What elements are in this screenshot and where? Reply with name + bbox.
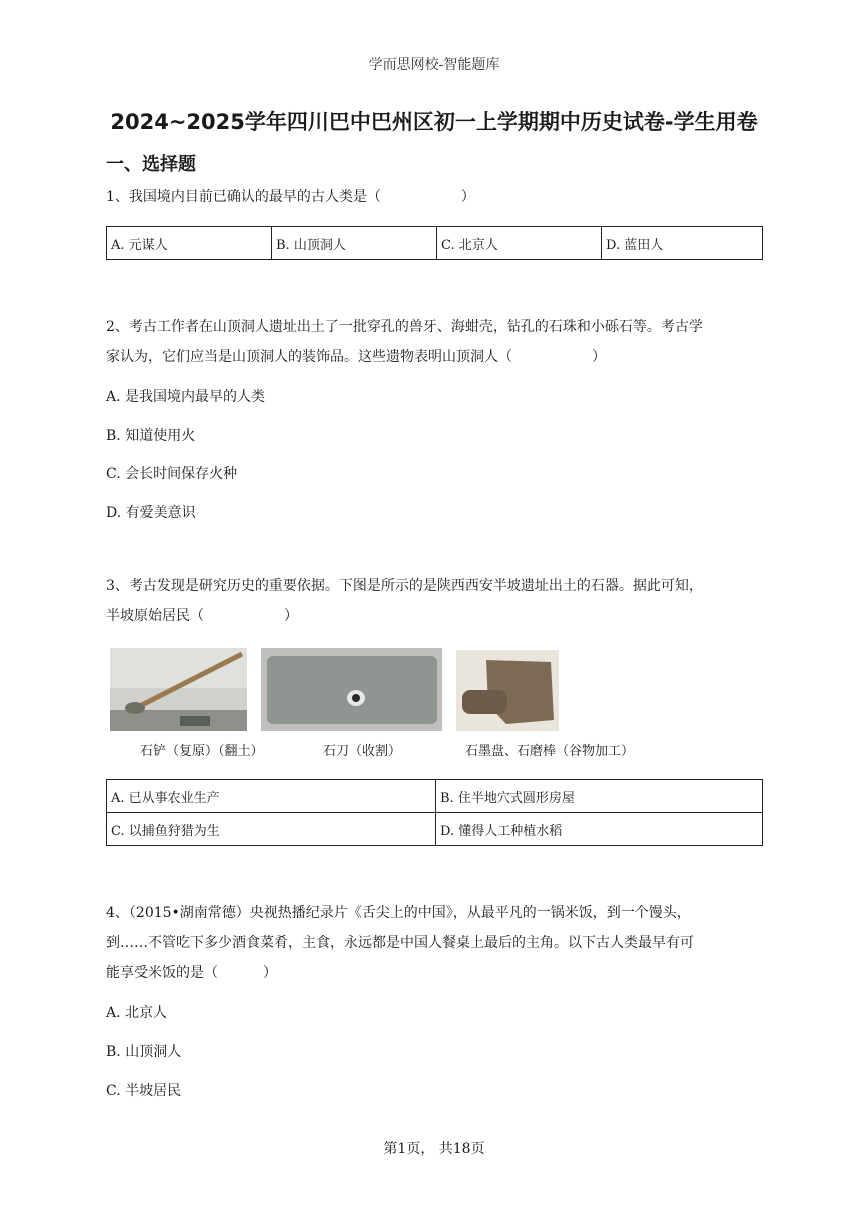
question-1-options [106, 226, 763, 260]
option-b[interactable]: B. 知道使用火 [106, 428, 196, 444]
question-2 [106, 312, 762, 372]
option-a[interactable]: A. 已从事农业生产 [107, 780, 436, 813]
question-3-line2: 半坡原始居民（ [106, 608, 204, 624]
page-header: 学而思网校-智能题库 [368, 57, 500, 73]
question-4 [106, 898, 762, 988]
option-a[interactable]: A. 是我国境内最早的人类 [106, 389, 266, 405]
stone-knife-image [261, 648, 442, 731]
question-2-close: ） [592, 349, 606, 365]
caption-stone-knife: 石刀（收割） [323, 744, 402, 759]
question-4-close: ） [263, 965, 277, 981]
option-d[interactable]: D. 懂得人工种植水稻 [436, 813, 763, 846]
question-3-line1: 3、考古发现是研究历史的重要依据。下图是所示的是陕西西安半坡遗址出土的石器。据此可知， [106, 578, 703, 594]
question-2-line2: 家认为，它们应当是山顶洞人的装饰品。这些遗物表明山顶洞人（ [106, 349, 512, 365]
grinding-stone-image [456, 650, 559, 731]
exam-title: 2024~2025学年四川巴中巴州区初一上学期期中历史试卷-学生用卷 [110, 110, 758, 134]
option-d[interactable]: D. 蓝田人 [602, 227, 763, 260]
option-c[interactable]: C. 以捕鱼狩猎为生 [107, 813, 436, 846]
option-a[interactable]: A. 元谋人 [107, 227, 272, 260]
question-4-line2: 到……不管吃下多少酒食菜肴，主食，永远都是中国人餐桌上最后的主角。以下古人类最早有可 [106, 935, 694, 951]
caption-grinding-stone: 石墨盘、石磨棒（谷物加工） [465, 744, 635, 759]
question-2-line1: 2、考古工作者在山顶洞人遗址出土了一批穿孔的兽牙、海蚶壳，钻孔的石珠和小砾石等。考古学 [106, 319, 703, 335]
section-heading: 一、选择题 [106, 154, 196, 175]
option-c[interactable]: C. 北京人 [437, 227, 602, 260]
page-footer: 第1页， 共18页 [383, 1141, 485, 1157]
option-b[interactable]: B. 住半地穴式圆形房屋 [436, 780, 763, 813]
option-b[interactable]: B. 山顶洞人 [106, 1044, 182, 1060]
question-4-line3: 能享受米饭的是（ [106, 965, 218, 981]
question-4-line1: 4、（2015•湖南常德）央视热播纪录片《舌尖上的中国》，从最平凡的一锅米饭，到一个馒头， [106, 905, 691, 921]
caption-stone-shovel: 石铲（复原）（翻土） [140, 744, 264, 759]
option-b[interactable]: B. 山顶洞人 [272, 227, 437, 260]
question-1-text: 1、我国境内目前已确认的最早的古人类是（ [106, 189, 381, 205]
option-d[interactable]: D. 有爱美意识 [106, 505, 196, 521]
question-3-options [106, 779, 763, 846]
option-a[interactable]: A. 北京人 [106, 1005, 168, 1021]
option-c[interactable]: C. 半坡居民 [106, 1083, 182, 1099]
question-3-close: ） [284, 608, 298, 624]
option-c[interactable]: C. 会长时间保存火种 [106, 466, 238, 482]
question-1-close: ） [460, 189, 475, 205]
question-3 [106, 571, 762, 631]
stone-shovel-image [110, 648, 247, 731]
question-1 [106, 182, 762, 212]
